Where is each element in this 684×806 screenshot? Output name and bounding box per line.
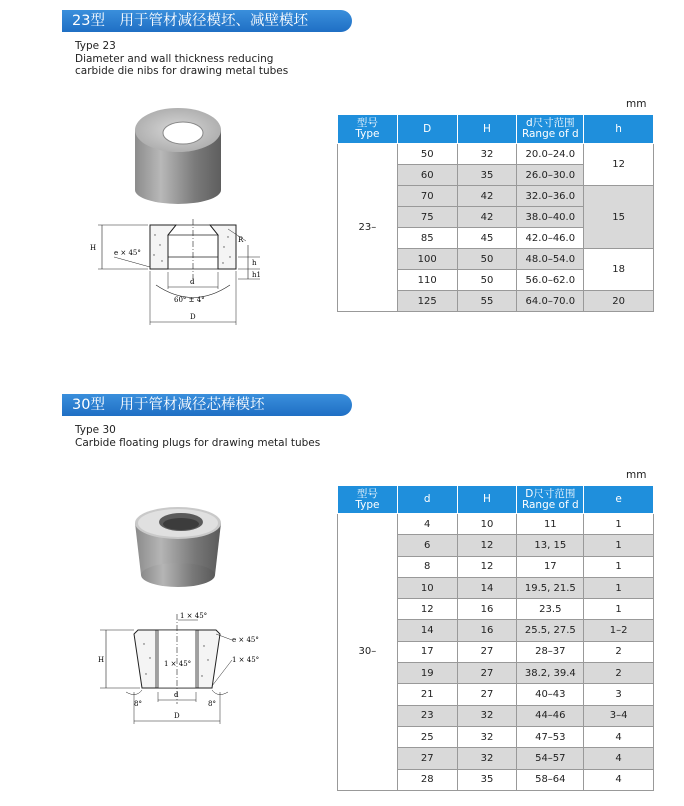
- table-header-row: [338, 115, 654, 144]
- cell-H: 12: [457, 556, 517, 577]
- cell-H: 27: [457, 663, 517, 684]
- cell-range: 20.0–24.0: [517, 144, 584, 165]
- header-e: e: [584, 486, 654, 514]
- dim-chamfer-label: e × 45°: [114, 249, 141, 257]
- cell-H: 16: [457, 599, 517, 620]
- cell-H: 35: [457, 769, 517, 790]
- header-type: 型号 Type: [338, 115, 398, 144]
- cell-H: 42: [457, 207, 517, 228]
- cell-d: 4: [397, 514, 457, 535]
- cell-h: 18: [584, 249, 654, 291]
- type-cell: 30–: [338, 514, 398, 791]
- cell-H: 42: [457, 186, 517, 207]
- dim-h1-label: h1: [252, 271, 261, 279]
- cell-D: 50: [397, 144, 457, 165]
- cell-H: 32: [457, 726, 517, 747]
- table-row: [338, 144, 654, 165]
- cell-range: 11: [517, 514, 584, 535]
- cell-D: 85: [397, 228, 457, 249]
- cell-e: 1: [584, 556, 654, 577]
- unit-label: mm: [626, 469, 647, 481]
- section-description-type30: [75, 424, 320, 449]
- cell-range: 56.0–62.0: [517, 270, 584, 291]
- floating-plug-photo: [125, 495, 235, 595]
- die-nib-drawing: [88, 215, 268, 330]
- dim-D-label: D: [190, 313, 196, 321]
- cell-H: 32: [457, 144, 517, 165]
- cell-range: 26.0–30.0: [517, 165, 584, 186]
- cell-range: 38.2, 39.4: [517, 663, 584, 684]
- desc-line: Type 30: [75, 424, 116, 436]
- cell-e: 3: [584, 684, 654, 705]
- cell-d: 8: [397, 556, 457, 577]
- desc-line: Carbide floating plugs for drawing metal tubes: [75, 436, 321, 449]
- cell-range: 23.5: [517, 599, 584, 620]
- dim-R-label: R: [238, 236, 244, 244]
- cell-range: 48.0–54.0: [517, 249, 584, 270]
- desc-line: carbide die nibs for drawing metal tubes: [75, 65, 289, 77]
- cell-e: 1: [584, 514, 654, 535]
- cell-range: 38.0–40.0: [517, 207, 584, 228]
- cell-e: 1: [584, 599, 654, 620]
- cell-e: 1–2: [584, 620, 654, 641]
- cell-d: 27: [397, 748, 457, 769]
- cell-d: 10: [397, 577, 457, 598]
- dim-right-chamfer-label: 1 × 45°: [232, 656, 260, 664]
- cell-d: 12: [397, 599, 457, 620]
- cell-range: 17: [517, 556, 584, 577]
- cell-d: 21: [397, 684, 457, 705]
- header-H: H: [457, 115, 517, 144]
- dim-D-label: D: [174, 712, 180, 720]
- cell-range: 44–46: [517, 705, 584, 726]
- cell-d: 23: [397, 705, 457, 726]
- table-row: [338, 514, 654, 535]
- header-h: h: [584, 115, 654, 144]
- cell-d: 14: [397, 620, 457, 641]
- die-nib-photo: [125, 100, 235, 210]
- cell-e: 4: [584, 726, 654, 747]
- header-D: D: [397, 115, 457, 144]
- cell-range: 40–43: [517, 684, 584, 705]
- cell-e: 2: [584, 663, 654, 684]
- section-description-type23: [75, 40, 288, 78]
- cell-H: 35: [457, 165, 517, 186]
- cell-range: 13, 15: [517, 535, 584, 556]
- cell-e: 4: [584, 748, 654, 769]
- cell-D: 100: [397, 249, 457, 270]
- cell-e: 1: [584, 577, 654, 598]
- table-header-row: [338, 486, 654, 514]
- dim-inner-chamfer-label: 1 × 45°: [164, 660, 192, 668]
- cell-D: 60: [397, 165, 457, 186]
- cell-H: 55: [457, 291, 517, 312]
- desc-line: Diameter and wall thickness reducing: [75, 52, 274, 65]
- cell-H: 32: [457, 705, 517, 726]
- floating-plug-drawing: [96, 608, 266, 728]
- cell-h: 20: [584, 291, 654, 312]
- cell-range: 64.0–70.0: [517, 291, 584, 312]
- cell-H: 12: [457, 535, 517, 556]
- unit-label: mm: [626, 98, 647, 110]
- cell-range: 58–64: [517, 769, 584, 790]
- dim-left-angle-label: 8°: [134, 700, 142, 708]
- dim-H-label: H: [98, 656, 105, 664]
- cell-D: 125: [397, 291, 457, 312]
- cell-range: 32.0–36.0: [517, 186, 584, 207]
- header-d: d: [397, 486, 457, 514]
- cell-D: 70: [397, 186, 457, 207]
- dim-d-label: d: [174, 691, 179, 699]
- cell-H: 10: [457, 514, 517, 535]
- header-H: H: [457, 486, 517, 514]
- cell-D: 75: [397, 207, 457, 228]
- type-cell: 23–: [338, 144, 398, 312]
- cell-h: 15: [584, 186, 654, 249]
- cell-H: 27: [457, 684, 517, 705]
- cell-D: 110: [397, 270, 457, 291]
- header-range: d尺寸范围 Range of d: [517, 115, 584, 144]
- cell-H: 50: [457, 270, 517, 291]
- cell-d: 19: [397, 663, 457, 684]
- spec-table-type30: [337, 485, 654, 791]
- cell-d: 25: [397, 726, 457, 747]
- cell-d: 6: [397, 535, 457, 556]
- cell-H: 16: [457, 620, 517, 641]
- cell-H: 27: [457, 641, 517, 662]
- cell-d: 28: [397, 769, 457, 790]
- cell-e: 1: [584, 535, 654, 556]
- cell-H: 50: [457, 249, 517, 270]
- cell-H: 45: [457, 228, 517, 249]
- dim-top-chamfer-label: 1 × 45°: [180, 612, 208, 620]
- dim-h-label: h: [252, 259, 257, 267]
- dim-right-angle-label: 8°: [208, 700, 216, 708]
- cell-range: 25.5, 27.5: [517, 620, 584, 641]
- cell-d: 17: [397, 641, 457, 662]
- dim-e-chamfer-label: e × 45°: [232, 636, 259, 644]
- cell-H: 14: [457, 577, 517, 598]
- cell-range: 42.0–46.0: [517, 228, 584, 249]
- cell-range: 47–53: [517, 726, 584, 747]
- cell-e: 3–4: [584, 705, 654, 726]
- dim-H-label: H: [90, 244, 97, 252]
- desc-line: Type 23: [75, 40, 116, 52]
- cell-e: 4: [584, 769, 654, 790]
- header-range: D尺寸范围 Range of d: [517, 486, 584, 514]
- cell-e: 2: [584, 641, 654, 662]
- cell-h: 12: [584, 144, 654, 186]
- section-title-type30: 30型 用于管材减径芯棒模坯: [62, 394, 352, 416]
- section-title-type23: 23型 用于管材减径模坯、减壁模坯: [62, 10, 352, 32]
- dim-angle-label: 60° ± 4°: [174, 296, 205, 304]
- header-type: 型号 Type: [338, 486, 398, 514]
- spec-table-type23: [337, 114, 654, 312]
- cell-range: 28–37: [517, 641, 584, 662]
- cell-range: 19.5, 21.5: [517, 577, 584, 598]
- cell-range: 54–57: [517, 748, 584, 769]
- cell-H: 32: [457, 748, 517, 769]
- dim-d-label: d: [190, 278, 195, 286]
